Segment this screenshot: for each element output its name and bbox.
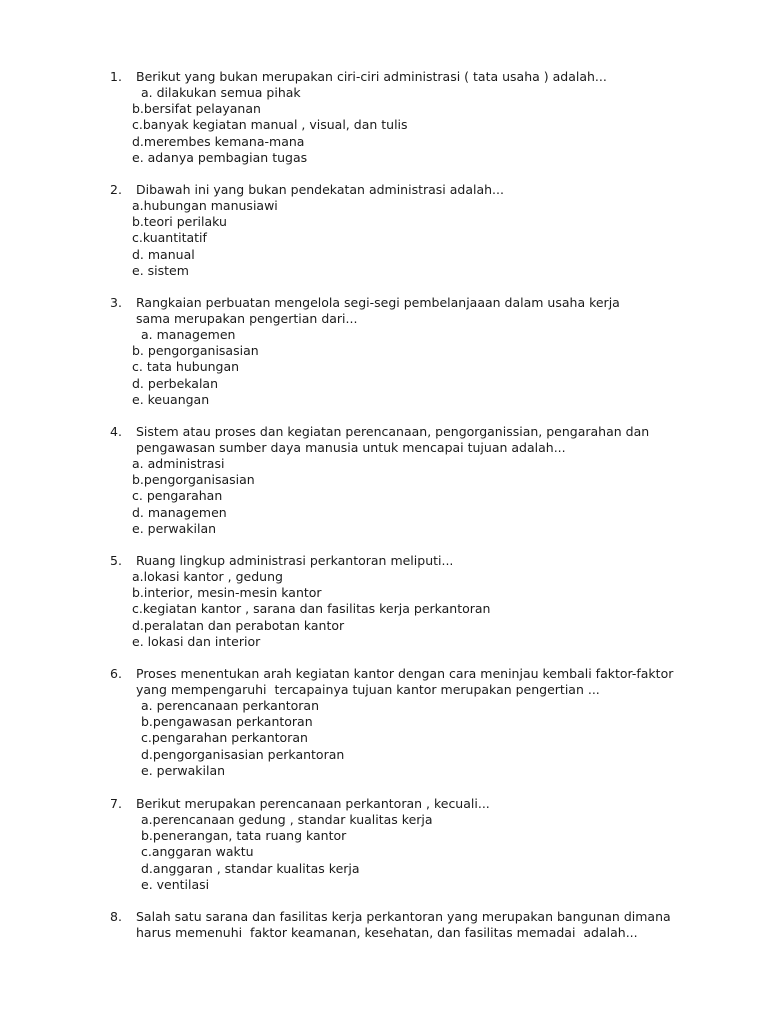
question-text: Berikut merupakan perencanaan perkantoran , kecuali... [136,796,490,811]
option-d: d. manual [132,246,195,262]
question-text: Berikut yang bukan merupakan ciri-ciri administrasi ( tata usaha ) adalah... [136,69,607,84]
question-text: Sistem atau proses dan kegiatan perencanaan, pengorganissian, pengarahan dan pengawasan sumber daya manusia untuk mencapai tujuan adalah... [136,424,654,456]
option-e: e. keuangan [132,391,210,407]
option-b: b.pengawasan perkantoran [141,714,313,730]
question-number: 3. [110,295,122,310]
option-e: e. perwakilan [141,762,226,778]
option-a: a. managemen [141,327,236,342]
option-e: e. sistem [132,262,189,278]
option-d: d.pengorganisasian perkantoran [141,746,345,762]
option-b: b.interior, mesin-mesin kantor [132,585,322,601]
option-c: c.kegiatan kantor , sarana dan fasilitas kerja perkantoran [132,601,491,617]
option-a: a.lokasi kantor , gedung [132,569,283,584]
option-a: a.perencanaan gedung , standar kualitas kerja [141,812,433,827]
question-number: 4. [110,424,122,439]
option-c: c.kuantitatif [132,230,207,246]
option-c: c.anggaran waktu [141,844,254,860]
question-number: 6. [110,666,122,681]
option-c: c.banyak kegiatan manual , visual, dan tulis [132,117,408,133]
question-number: 5. [110,553,122,568]
option-b: b.pengorganisasian [132,472,255,488]
option-d: d.anggaran , standar kualitas kerja [141,860,360,876]
option-e: e. adanya pembagian tugas [132,149,308,165]
question-number: 1. [110,69,122,84]
question-number: 8. [110,909,122,924]
option-e: e. lokasi dan interior [132,633,261,649]
option-b: b.teori perilaku [132,214,227,230]
option-a: a. dilakukan semua pihak [141,85,301,100]
question-text: Dibawah ini yang bukan pendekatan administrasi adalah... [136,182,504,197]
option-c: c. tata hubungan [132,359,240,375]
option-b: b. pengorganisasian [132,343,259,359]
question-text: Rangkaian perbuatan mengelola segi-segi pembelanjaaan dalam usaha kerja sama merupakan pengertian dari... [136,295,624,327]
option-d: d.merembes kemana-mana [132,133,305,149]
question-text: Ruang lingkup administrasi perkantoran meliputi... [136,553,454,568]
option-a: a. administrasi [132,456,225,471]
question-number: 7. [110,796,122,811]
option-d: d. perbekalan [132,375,219,391]
question-text: Proses menentukan arah kegiatan kantor dengan cara meninjau kembali faktor-faktor yang mempengaruhi tercapainya tujuan kantor merupakan pengertian ... [136,666,678,698]
option-c: c.pengarahan perkantoran [141,730,308,746]
option-e: e. perwakilan [132,520,217,536]
option-b: b.penerangan, tata ruang kantor [141,828,347,844]
option-a: a. perencanaan perkantoran [141,698,320,713]
option-a: a.hubungan manusiawi [132,198,278,213]
option-d: d. managemen [132,504,227,520]
question-number: 2. [110,182,122,197]
option-d: d.peralatan dan perabotan kantor [132,617,345,633]
option-e: e. ventilasi [141,876,210,892]
option-b: b.bersifat pelayanan [132,101,261,117]
question-text: Salah satu sarana dan fasilitas kerja perkantoran yang merupakan bangunan dimana harus memenuhi faktor keamanan, kesehatan, dan fasilitas memadai adalah... [136,909,675,941]
option-c: c. pengarahan [132,488,223,504]
